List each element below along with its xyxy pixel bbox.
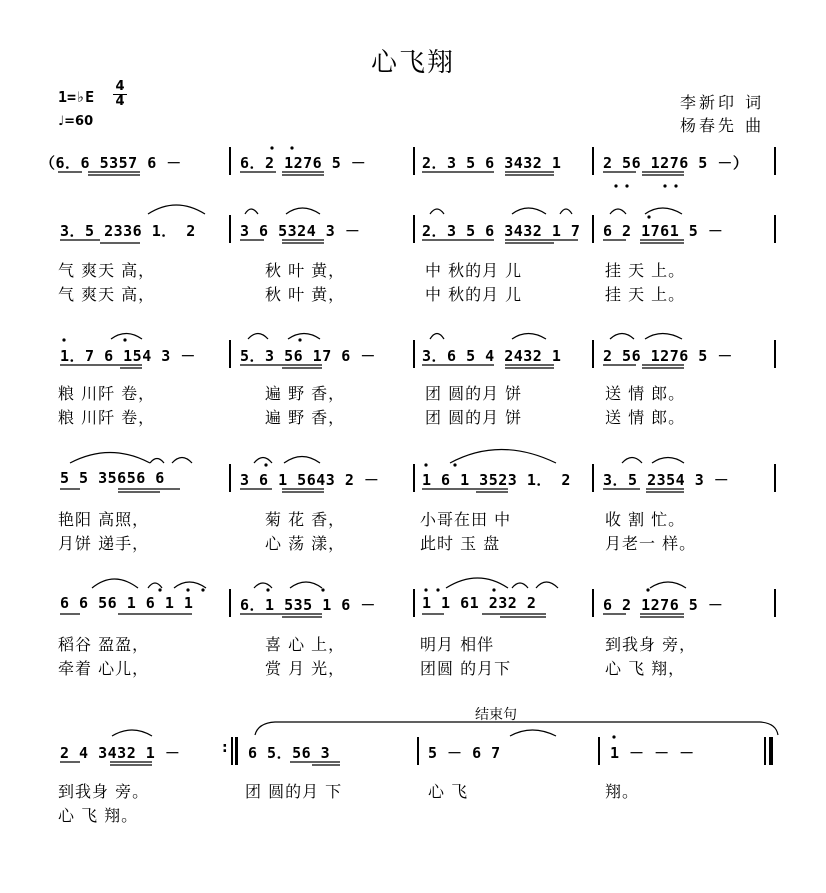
quarter-note-icon: ♩: [58, 114, 65, 129]
measure-23: 5 － 6 7: [428, 744, 501, 762]
octave-dot: [290, 146, 293, 149]
slur: [148, 583, 162, 588]
slur: [430, 334, 444, 340]
slur: [290, 582, 322, 588]
lyric-verse1: 小哥在田 中: [420, 510, 512, 529]
measure-10: 5．3 56 17 6 －: [240, 347, 376, 365]
measure-3: 2．3 5 6 3432 1: [422, 154, 562, 172]
lyric-verse2: 挂 天 上。: [605, 285, 686, 304]
slur: [148, 205, 205, 214]
octave-dot: [201, 588, 204, 591]
slur: [512, 334, 546, 340]
slur: [645, 334, 682, 340]
lyric-verse1: 遍 野 香，: [265, 384, 346, 403]
octave-dot: [270, 146, 273, 149]
slur: [652, 458, 684, 464]
measure-2: 6．2 1276 5 －: [240, 154, 367, 172]
lyricist-credit: 李新印 词: [680, 93, 765, 112]
slur: [610, 334, 634, 340]
octave-dot: [614, 184, 617, 187]
measure-1: （6．6 5357 6 －: [40, 154, 182, 172]
octave-dot: [453, 463, 456, 466]
slur: [610, 209, 626, 214]
slur: [70, 453, 150, 464]
lyric-verse1: 中 秋的月 儿: [425, 261, 523, 280]
lyric-verse1: 团 圆的月 饼: [425, 384, 523, 403]
lyric-verse1: 心 飞: [428, 782, 469, 801]
measure-24: 1 － － －: [610, 744, 695, 762]
measure-19: 1 1 61 232 2: [422, 594, 537, 612]
lyric-verse2: 遍 野 香，: [265, 408, 346, 427]
measure-21: 2 4 3432 1 －: [60, 744, 181, 762]
lyric-verse1: 粮 川阡 卷，: [58, 384, 156, 403]
slur: [248, 334, 268, 340]
octave-dot: [186, 588, 189, 591]
measure-11: 3．6 5 4 2432 1: [422, 347, 562, 365]
slur: [288, 334, 320, 340]
measure-18: 6．1 535 1 6 －: [240, 596, 376, 614]
lyric-verse2: 团圆 的月下: [420, 659, 512, 678]
lyric-verse1: 喜 心 上，: [265, 635, 346, 654]
octave-dot: [123, 338, 126, 341]
measure-8: 6 2 1761 5 －: [603, 222, 724, 240]
slur: [245, 209, 258, 214]
slur: [430, 209, 444, 214]
lyric-verse2: 气 爽天 高，: [58, 285, 156, 304]
octave-dot: [663, 184, 666, 187]
octave-dot: [424, 588, 427, 591]
slur: [286, 208, 320, 214]
slur: [650, 582, 686, 588]
slur: [450, 450, 556, 464]
octave-dot: [158, 588, 161, 591]
measure-5: 3．5 2336 1． 2: [60, 222, 196, 240]
tempo-value: =60: [64, 114, 94, 129]
measure-17: 6 6 56 1 6 1 1: [60, 594, 194, 612]
slur: [510, 730, 556, 736]
octave-dot: [321, 588, 324, 591]
measure-9: 1．7 6 154 3 －: [60, 347, 196, 365]
lyric-verse2: 月饼 递手，: [58, 534, 150, 553]
slur: [446, 578, 508, 588]
lyric-verse2: 心 飞 翔，: [605, 659, 686, 678]
measure-14: 3 6 1 5643 2 －: [240, 471, 380, 489]
lyric-verse2: 赏 月 光，: [265, 659, 346, 678]
octave-dot: [674, 184, 677, 187]
lyric-verse2: 月老一 样。: [605, 534, 697, 553]
slur: [254, 583, 272, 588]
time-signature-bottom: 4: [115, 94, 125, 109]
slur: [284, 457, 320, 464]
lyric-verse2: 心 荡 漾，: [265, 534, 346, 553]
slur: [111, 334, 142, 340]
lyric-verse1: 收 割 忙。: [605, 510, 686, 529]
key-signature: 1=♭E: [58, 88, 95, 106]
slur: [92, 579, 138, 588]
measure-6: 3 6 5324 3 －: [240, 222, 361, 240]
slur: [512, 583, 528, 588]
lyric-verse1: 艳阳 高照，: [58, 510, 150, 529]
measure-13: 5 5 35656 6: [60, 469, 165, 487]
lyric-verse1: 秋 叶 黄，: [265, 261, 346, 280]
lyric-verse1: 送 情 郎。: [605, 384, 686, 403]
measure-4: 2 56 1276 5 －）: [603, 154, 749, 172]
lyric-verse1: 到我身 旁，: [605, 635, 697, 654]
lyric-verse1: 稻谷 盈盈，: [58, 635, 150, 654]
lyric-verse2: 心 飞 翔。: [58, 806, 139, 825]
octave-dot: [612, 735, 615, 738]
slur: [172, 458, 192, 464]
measure-22: 6 5．56 3: [248, 744, 331, 762]
octave-dot: [264, 463, 267, 466]
slur: [645, 208, 682, 214]
slur: [560, 209, 572, 214]
measure-15: 1 6 1 3523 1． 2: [422, 471, 571, 489]
slur: [622, 458, 642, 464]
lyric-verse1: 翔。: [605, 782, 640, 801]
octave-dot: [298, 338, 301, 341]
lyric-verse1: 明月 相伴: [420, 635, 495, 654]
slur: [254, 458, 272, 464]
lyric-verse1: 团 圆的月 下: [245, 782, 343, 801]
octave-dot: [625, 184, 628, 187]
repeat-dots: :: [222, 740, 228, 756]
lyric-verse1: 菊 花 香，: [265, 510, 346, 529]
measure-20: 6 2 1276 5 －: [603, 596, 724, 614]
lyric-verse2: 此时 玉 盘: [420, 534, 501, 553]
lyric-verse1: 挂 天 上。: [605, 261, 686, 280]
lyric-verse2: 团 圆的月 饼: [425, 408, 523, 427]
lyric-verse2: 牵着 心儿，: [58, 659, 150, 678]
lyric-verse2: 中 秋的月 儿: [425, 285, 523, 304]
slur: [112, 730, 152, 736]
section-label: 结束句: [475, 707, 517, 723]
octave-dot: [266, 588, 269, 591]
slur: [512, 208, 546, 214]
slur: [150, 459, 164, 464]
lyric-verse1: 到我身 旁。: [58, 782, 150, 801]
lyric-verse2: 粮 川阡 卷，: [58, 408, 156, 427]
lyric-verse1: 气 爽天 高，: [58, 261, 156, 280]
measure-16: 3．5 2354 3 －: [603, 471, 730, 489]
octave-dot: [436, 588, 439, 591]
measure-12: 2 56 1276 5 －: [603, 347, 733, 365]
octave-dot: [492, 588, 495, 591]
time-signature-top: 4: [115, 79, 125, 94]
slur: [536, 582, 558, 588]
octave-dot: [647, 215, 650, 218]
composer-credit: 杨春先 曲: [680, 116, 765, 135]
measure-7: 2．3 5 6 3432 1 7: [422, 222, 581, 240]
slur: [174, 582, 206, 588]
octave-dot: [62, 338, 65, 341]
lyric-verse2: 秋 叶 黄，: [265, 285, 346, 304]
lyric-verse2: 送 情 郎。: [605, 408, 686, 427]
octave-dot: [646, 588, 649, 591]
octave-dot: [424, 463, 427, 466]
song-title: 心飞翔: [370, 48, 455, 78]
